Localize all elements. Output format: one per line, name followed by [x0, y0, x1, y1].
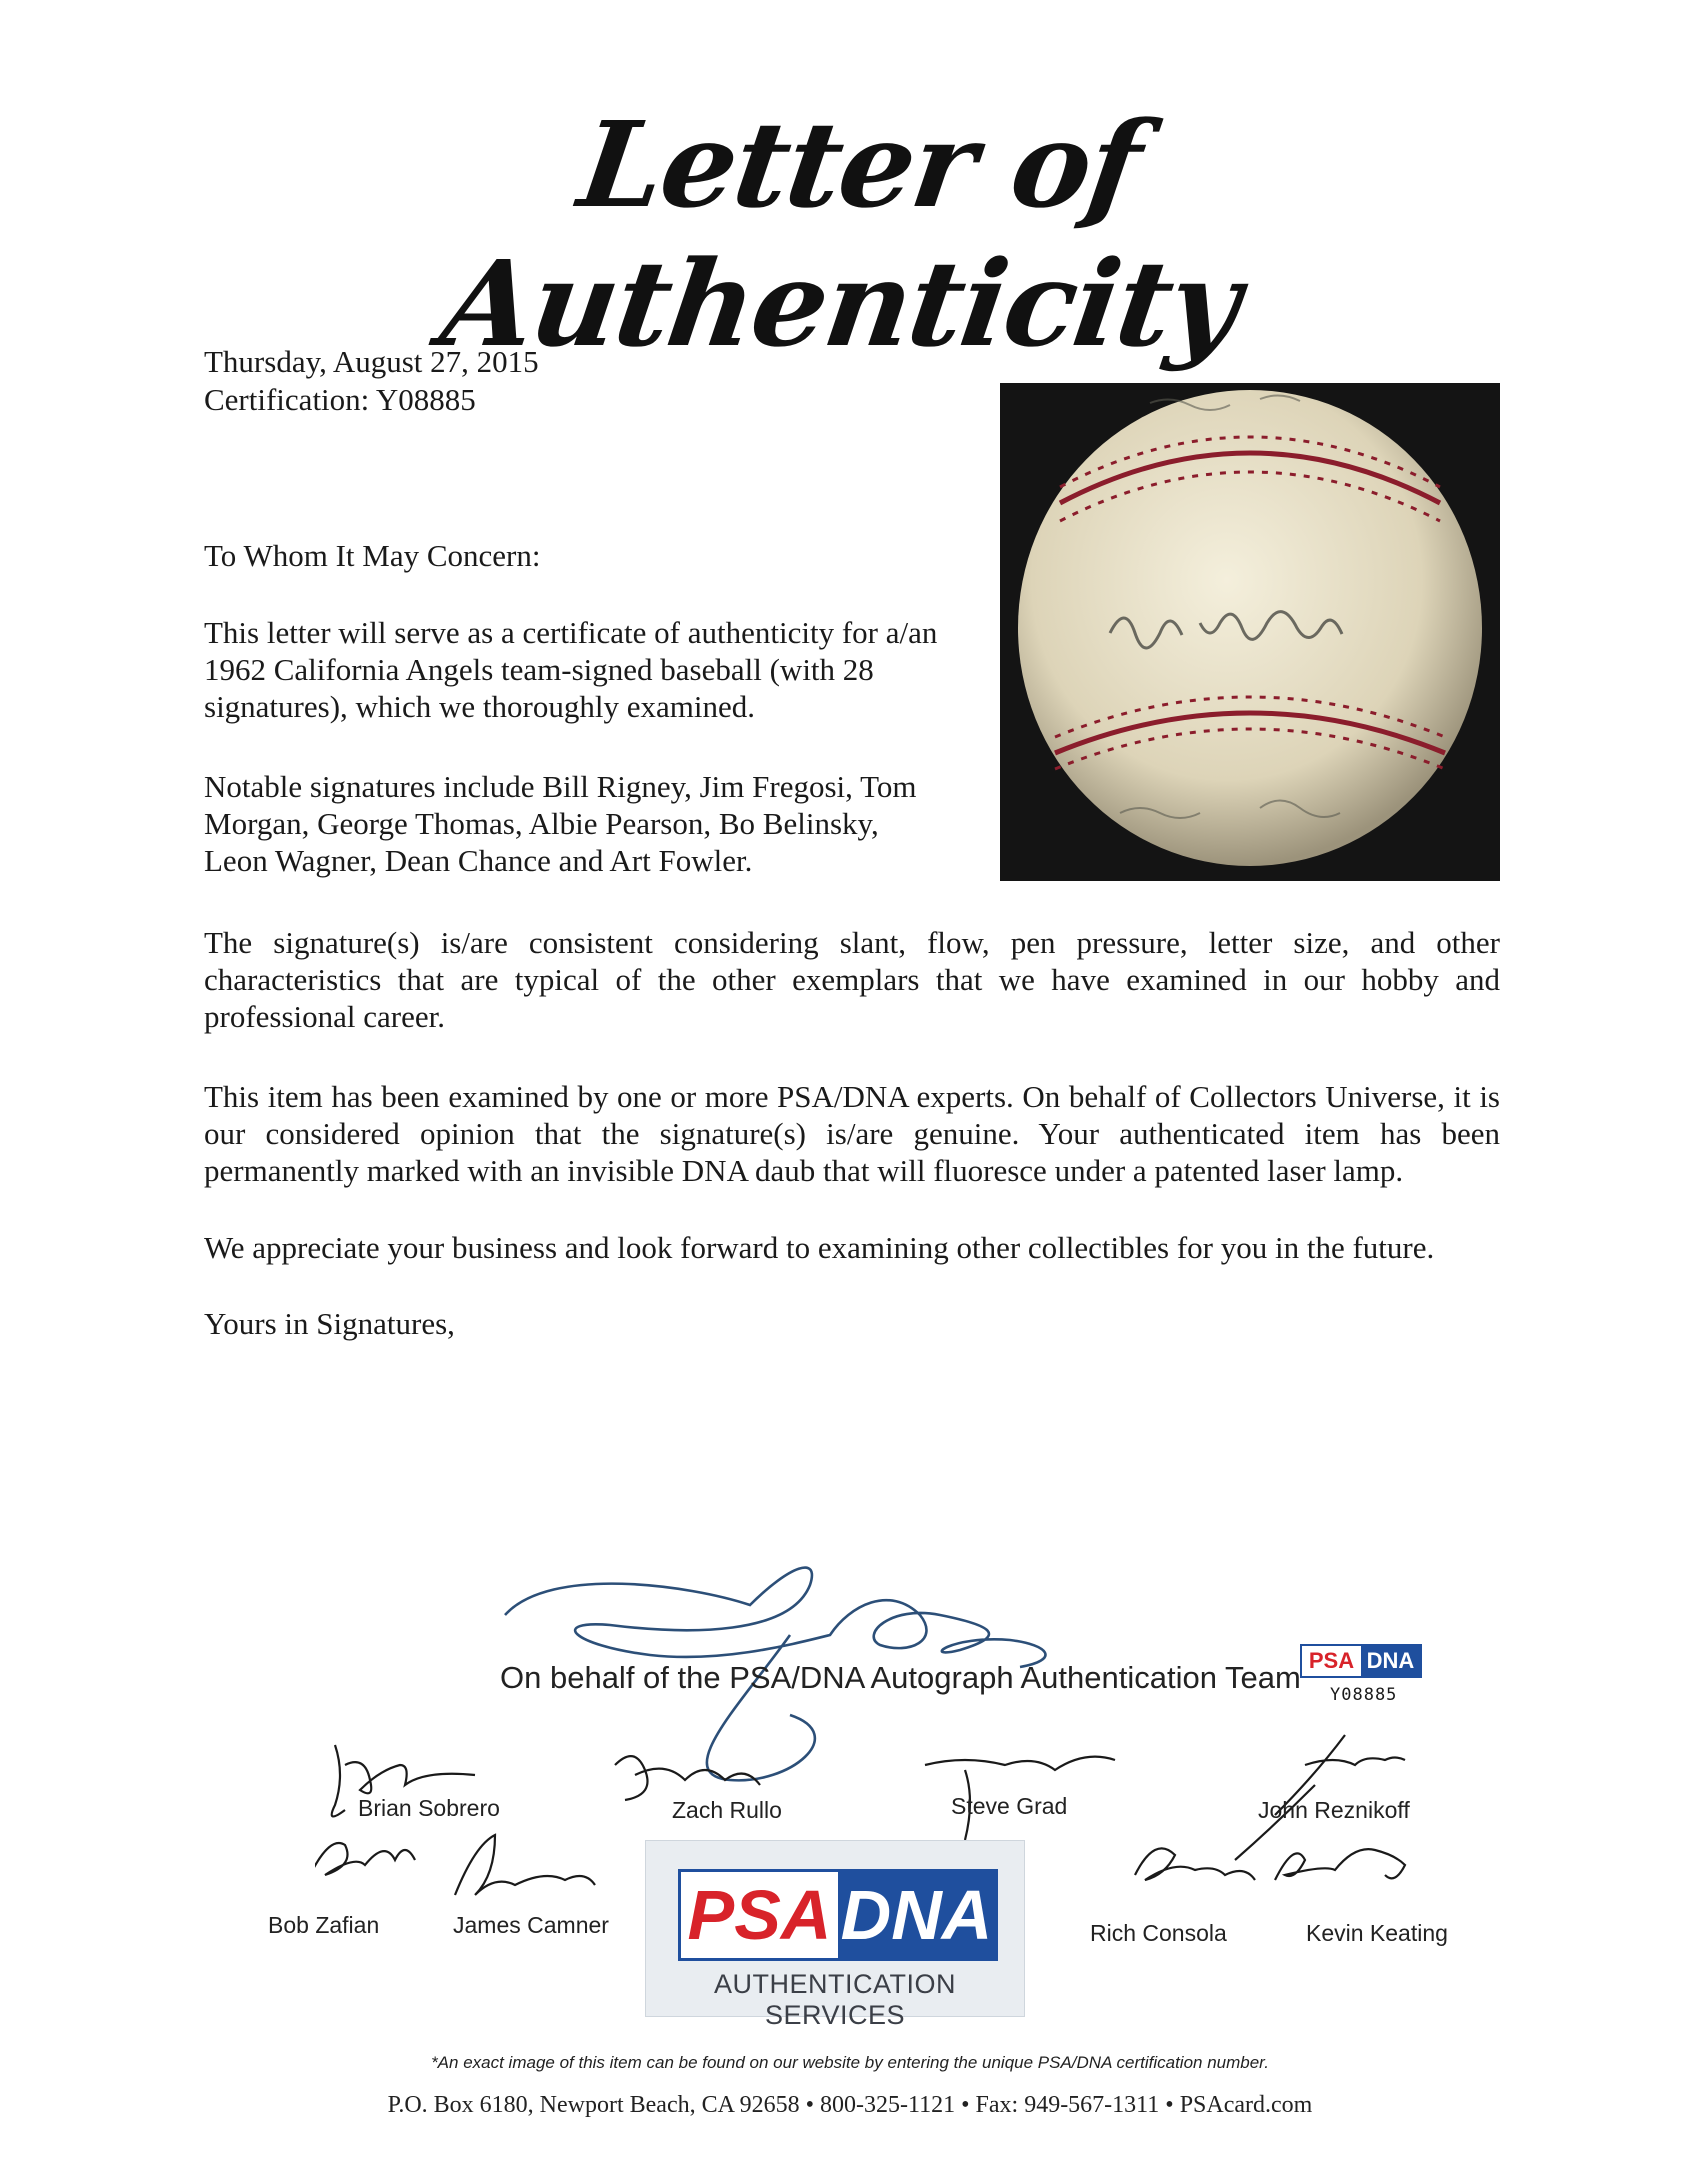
paragraph-appreciation: We appreciate your business and look forward to examining other collectibles for you in the future. [204, 1230, 1435, 1265]
team-line: On behalf of the PSA/DNA Autograph Authentication Team [500, 1660, 1301, 1695]
psa-dna-mini-logo [1300, 1644, 1428, 1678]
paragraph-line: signatures), which we thoroughly examined. [204, 689, 755, 724]
paragraph-line: This letter will serve as a certificate of authenticity for a/an [204, 615, 938, 650]
address: P.O. Box 6180, Newport Beach, CA 92658 • 800-325-1121 • Fax: 949-567-1311 • PSAcard.com [387, 2092, 1313, 2118]
letter-date: Thursday, August 27, 2015 [204, 344, 539, 379]
letter-meta [204, 343, 539, 419]
paragraph-consistency: The signature(s) is/are consistent considering slant, flow, pen pressure, letter size, and other characteristics that are typical of the other exemplars that we have examined in our hobby and professional career. [204, 925, 1500, 1034]
mini-logo-psa: PSA [1302, 1646, 1361, 1676]
paragraph-line: Morgan, George Thomas, Albie Pearson, Bo Belinsky, [204, 806, 879, 841]
logo-psa: PSA [681, 1872, 838, 1958]
footnote: *An exact image of this item can be found on our website by entering the unique PSA/DNA certification number. [431, 2053, 1269, 2072]
signer-name: Steve Grad [951, 1793, 1068, 1819]
signer-name: Kevin Keating [1306, 1920, 1448, 1946]
logo-caption: AUTHENTICATION SERVICES [714, 1969, 956, 2030]
paragraph-intro [204, 614, 974, 725]
paragraph-line: 1962 California Angels team-signed baseball (with 28 [204, 652, 874, 687]
logo-dna: DNA [838, 1872, 995, 1958]
signer-name: Zach Rullo [672, 1797, 782, 1823]
signer-name: James Camner [453, 1912, 609, 1938]
signer-name: John Reznikoff [1258, 1797, 1410, 1823]
signer-name: Bob Zafian [268, 1912, 380, 1938]
letter-title: Letter of Authenticity [433, 95, 1247, 373]
paragraph-line: Leon Wagner, Dean Chance and Art Fowler. [204, 843, 753, 878]
salutation: To Whom It May Concern: [204, 538, 541, 573]
certification-number: Certification: Y08885 [204, 382, 476, 417]
paragraph-notable-signatures [204, 768, 974, 879]
mini-logo-dna: DNA [1361, 1646, 1420, 1676]
paragraph-examination: This item has been examined by one or more PSA/DNA experts. On behalf of Collectors Universe, it is our considered opinion that the signature(s) is/are genuine. Your authenticated item has been permanently marked with an invisible DNA daub that will fluoresce under a patented laser lamp. [204, 1079, 1500, 1188]
mini-logo-cert: Y08885 [1330, 1685, 1398, 1705]
closing: Yours in Signatures, [204, 1306, 455, 1341]
paragraph-line: Notable signatures include Bill Rigney, Jim Fregosi, Tom [204, 769, 917, 804]
signer-name: Rich Consola [1090, 1920, 1227, 1946]
baseball-photo [1000, 383, 1500, 881]
signer-name: Brian Sobrero [358, 1795, 500, 1821]
psa-dna-logo [645, 1840, 1025, 2030]
